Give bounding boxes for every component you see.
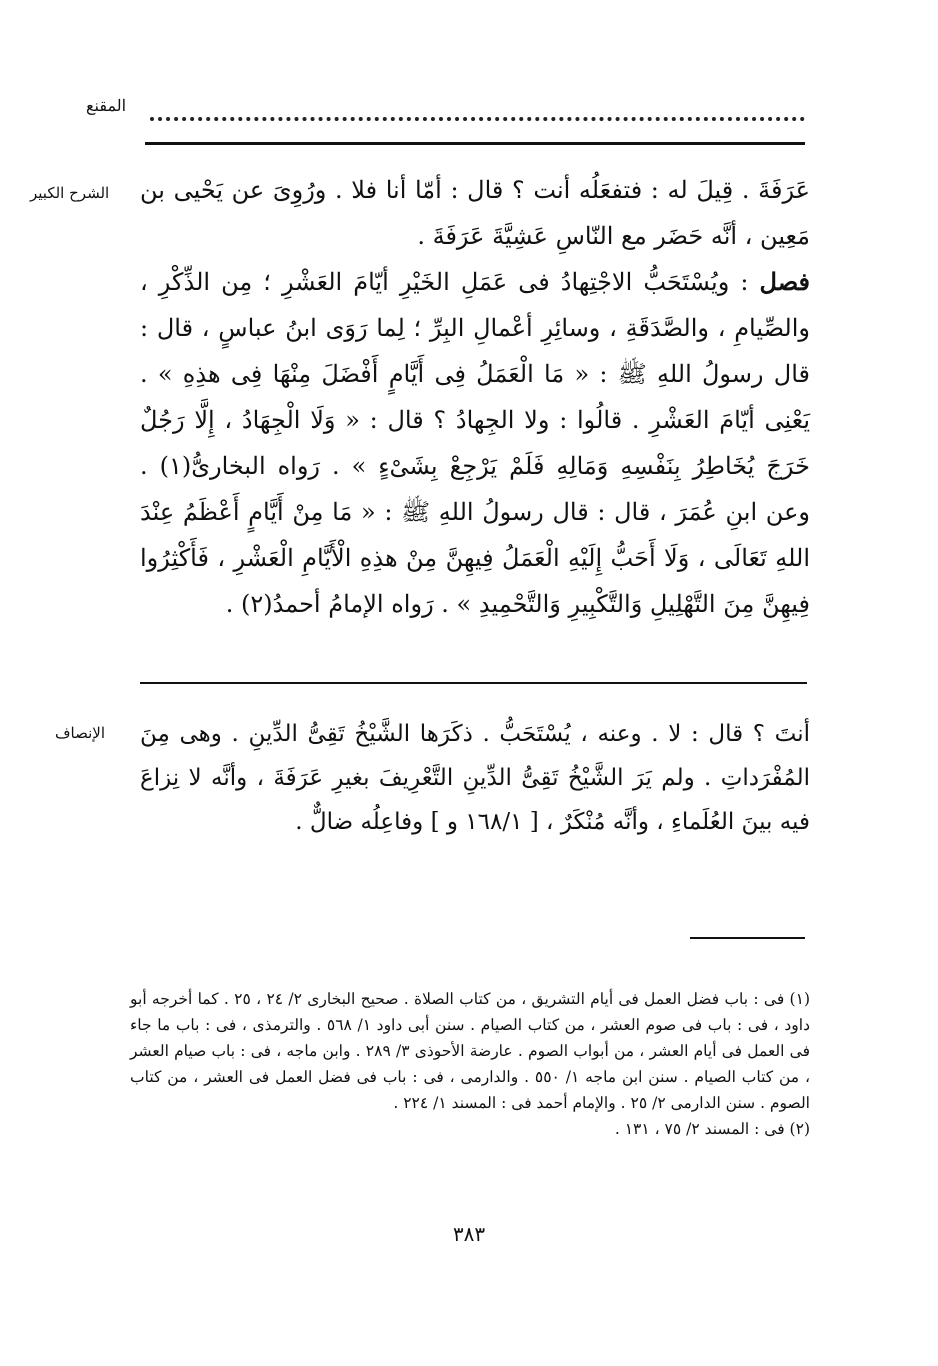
insaf-text-block (140, 712, 810, 844)
header-solid-rule (145, 142, 805, 145)
footnote-2: (٢) فى : المسند ٢/ ٧٥ ، ١٣١ . (614, 1120, 810, 1138)
footnote-1: (١) فى : باب فضل العمل فى أيام التشريق ، من كتاب الصلاة . صحيح البخارى ٢/ ٢٤ ، ٢٥ . كما أخرجه أبو داود ، فى : باب فى صوم العشر ، من كتاب الصيام . سنن أبى داود ١/ ٥٦٨ . والترمذى ، فى : باب ما جاء فى العمل فى أيام العشر ، من أبواب الصوم . عارضة الأحوذى ٣/ ٢٨٩ . وابن ماجه ، فى : باب صيام العشر ، من كتاب الصيام . سنن ابن ماجه ١/ ٥٥٠ . والدارمى ، فى : باب فى فضل العمل فى العشر ، من كتاب الصوم . سنن الدارمى ٢/ ٢٥ . والإمام أحمد فى : المسند ١/ ٢٢٤ . (130, 990, 811, 1112)
page-number: ٣٨٣ (452, 1222, 486, 1246)
side-label-insaf: الإنصاف (55, 724, 106, 742)
footnote-rule (690, 937, 805, 939)
sharh-text-block (140, 167, 810, 627)
sharh-paragraph-2 (140, 259, 810, 627)
header-dotted-rule (150, 117, 805, 121)
footnotes-block (130, 986, 810, 1142)
fasl-heading-word: فصل (759, 267, 810, 296)
running-header-title: المقنع (86, 96, 127, 115)
insaf-paragraph: أنتَ ؟ قال : لا . وعنه ، يُسْتَحَبُّ . ذكَرَها الشَّيْخُ تَقِىُّ الدِّينِ . وهى مِنَ المُفْرَداتِ . ولم يَرَ الشَّيْخُ تَقِىُّ الدِّينِ التَّعْرِيفَ بغيرِ عَرَفَةَ ، وأنَّه لا نِزاعَ فيه بينَ العُلَماءِ ، وأنَّه مُنْكَرٌ ، [ ١٦٨/١ و ] وفاعِلُه ضالٌّ . (140, 721, 811, 835)
side-label-sharh: الشرح الكبير (30, 184, 110, 202)
sharh-paragraph-1: عَرَفَةَ . قِيلَ له : فتفعَلُه أنت ؟ قال : أمّا أنا فلا . ورُوِىَ عن يَحْيى بن مَعِين ، أنَّه حَضَر مع النّاسِ عَشِيَّةَ عَرَفَةَ . (140, 176, 810, 250)
section-divider (140, 682, 807, 684)
sharh-paragraph-2-body: : ويُسْتَحَبُّ الاجْتِهادُ فى عَمَلِ الخَيْرِ أيّامَ العَشْرِ ؛ مِن الذِّكْرِ ، والصِّيامِ ، والصَّدَقَةِ ، وسائِرِ أعْمالِ البِرِّ ؛ لِما رَوَى ابنُ عباسٍ ، قال : قال رسولُ اللهِ ﷺ : « مَا الْعَمَلُ فِى أَيَّامٍ أَفْضَلَ مِنْهَا فِى هذِهِ » . يَعْنِى أيّامَ العَشْرِ . قالُوا : ولا الجِهادُ ؟ قال : « وَلَا الْجِهَادُ ، إِلَّا رَجُلٌ خَرَجَ يُخَاطِرُ بِنَفْسِهِ وَمَالِهِ فَلَمْ يَرْجِعْ بِشَىْءٍ » . رَواه البخارىُّ(١) . وعن ابنِ عُمَرَ ، قال : قال رسولُ اللهِ ﷺ : « مَا مِنْ أَيَّامٍ أَعْظَمُ عِنْدَ اللهِ تَعَالَى ، وَلَا أَحَبُّ إِلَيْهِ الْعَمَلُ فِيهِنَّ مِنْ هذِهِ الْأَيَّامِ الْعَشْرِ ، فَأَكْثِرُوا فِيهِنَّ مِنَ التَّهْلِيلِ وَالتَّكْبِيرِ وَالتَّحْمِيدِ » . رَواه الإمامُ أحمدُ(٢) . (140, 268, 811, 618)
